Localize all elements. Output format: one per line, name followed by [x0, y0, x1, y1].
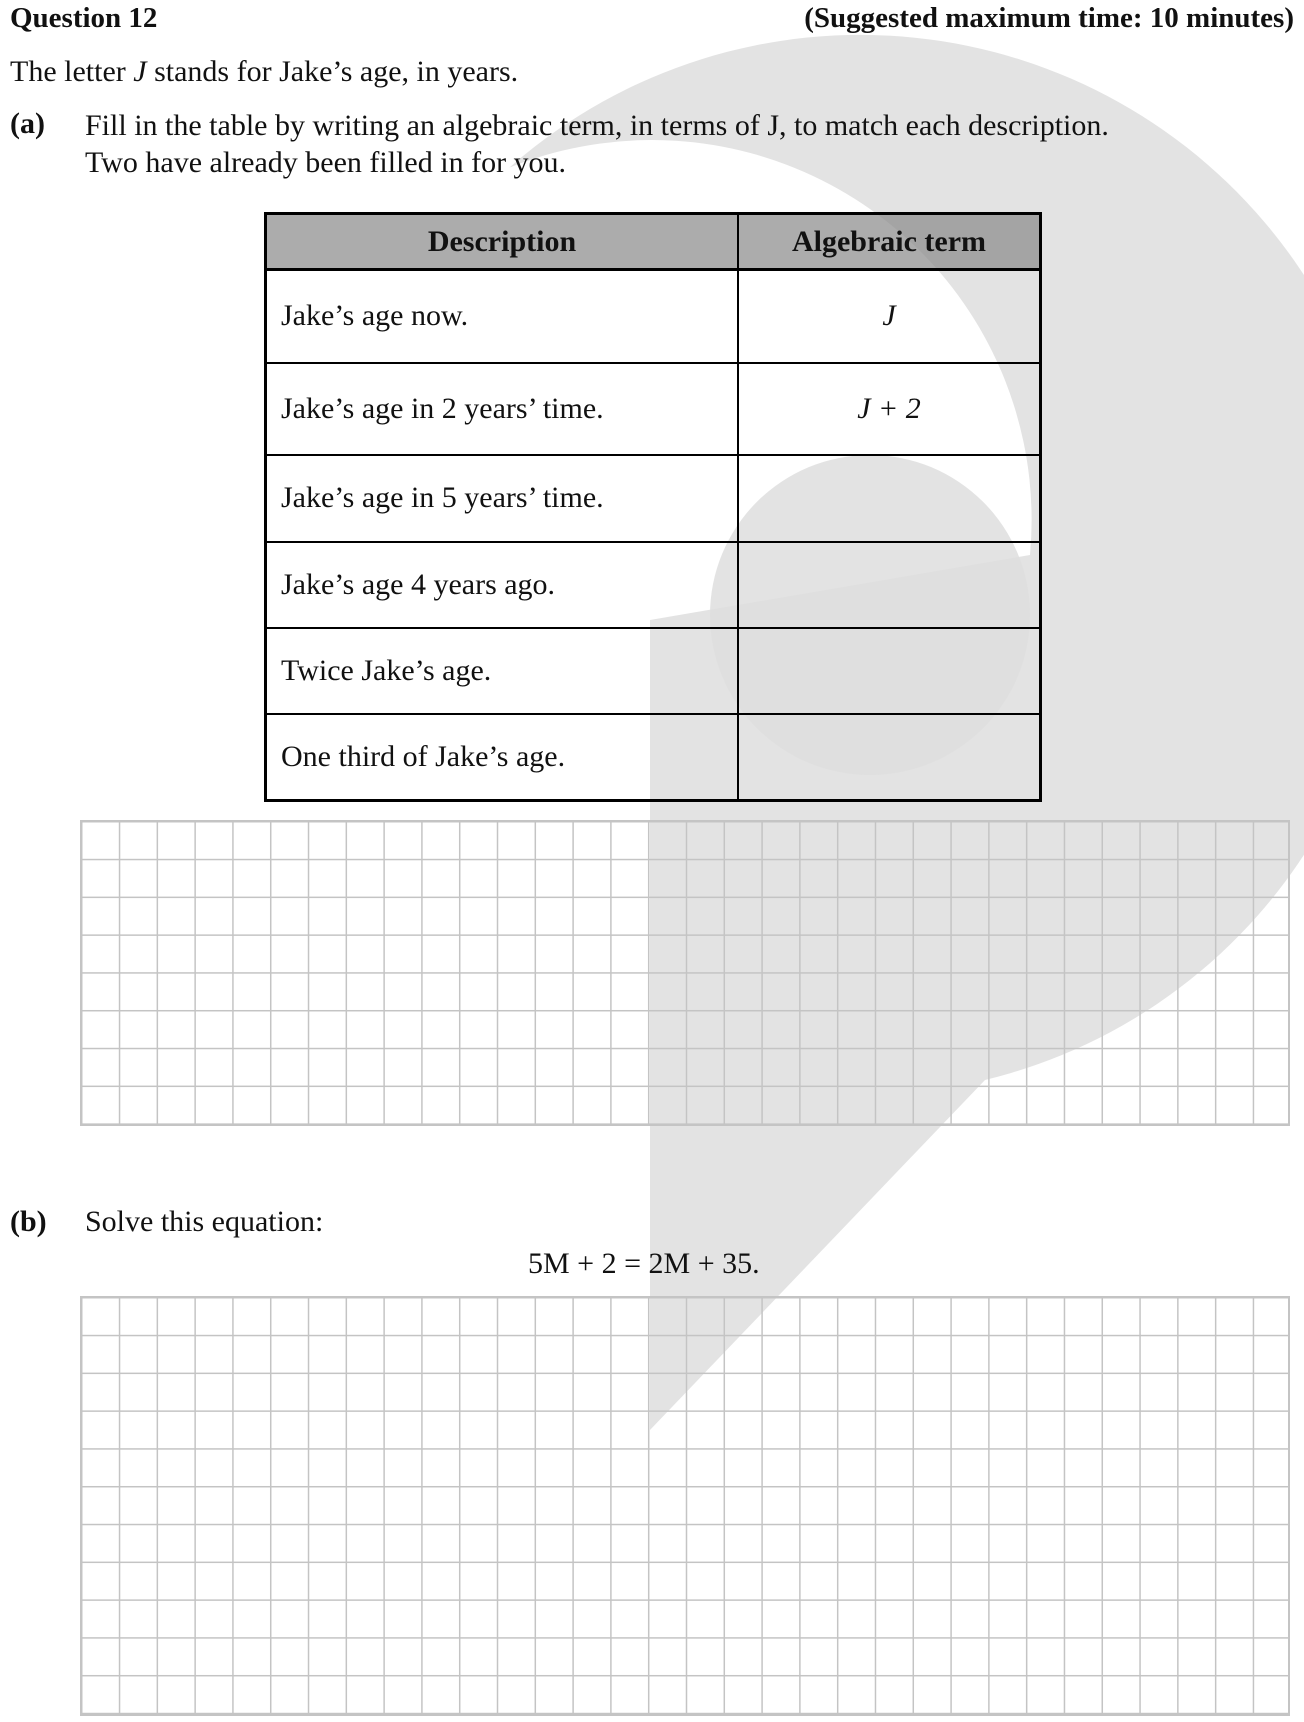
row-term: J + 2 — [738, 363, 1041, 455]
part-a-line2: Two have already been filled in for you. — [85, 146, 567, 179]
table-header-row — [266, 214, 1041, 270]
answer-cell[interactable] — [738, 455, 1041, 542]
table-row — [266, 714, 1041, 801]
part-a-instructions — [85, 107, 1109, 181]
answer-cell[interactable] — [738, 628, 1041, 714]
row-description: Jake’s age in 5 years’ time. — [266, 455, 739, 542]
table-row — [266, 628, 1041, 714]
table-row — [266, 455, 1041, 542]
answer-cell[interactable] — [738, 714, 1041, 801]
intro-before: The letter — [10, 55, 134, 88]
part-b-label: (b) — [10, 1205, 47, 1238]
equation: 5M + 2 = 2M + 35. — [528, 1247, 760, 1280]
answer-table — [264, 212, 1042, 802]
intro-variable: J — [133, 55, 147, 88]
answer-cell[interactable] — [738, 542, 1041, 628]
part-a-label: (a) — [10, 107, 45, 140]
row-description: Jake’s age in 2 years’ time. — [266, 363, 739, 455]
table-row — [266, 363, 1041, 455]
row-description: Jake’s age 4 years ago. — [266, 542, 739, 628]
working-grid-part-a[interactable] — [80, 820, 1290, 1126]
row-description: Jake’s age now. — [266, 270, 739, 363]
part-b-instructions: Solve this equation: — [85, 1205, 324, 1238]
row-description: Twice Jake’s age. — [266, 628, 739, 714]
intro-text — [10, 55, 518, 89]
question-title: Question 12 — [10, 2, 158, 34]
row-description: One third of Jake’s age. — [266, 714, 739, 801]
part-a-line1: Fill in the table by writing an algebraic term, in terms of J, to match each description. — [85, 109, 1109, 142]
row-term: J — [738, 270, 1041, 363]
table-row — [266, 270, 1041, 363]
suggested-time: (Suggested maximum time: 10 minutes) — [804, 2, 1294, 34]
header-description: Description — [266, 214, 739, 270]
working-grid-part-b[interactable] — [80, 1296, 1290, 1716]
intro-after: stands for Jake’s age, in years. — [146, 55, 519, 88]
table-row — [266, 542, 1041, 628]
header-algebraic-term: Algebraic term — [738, 214, 1041, 270]
